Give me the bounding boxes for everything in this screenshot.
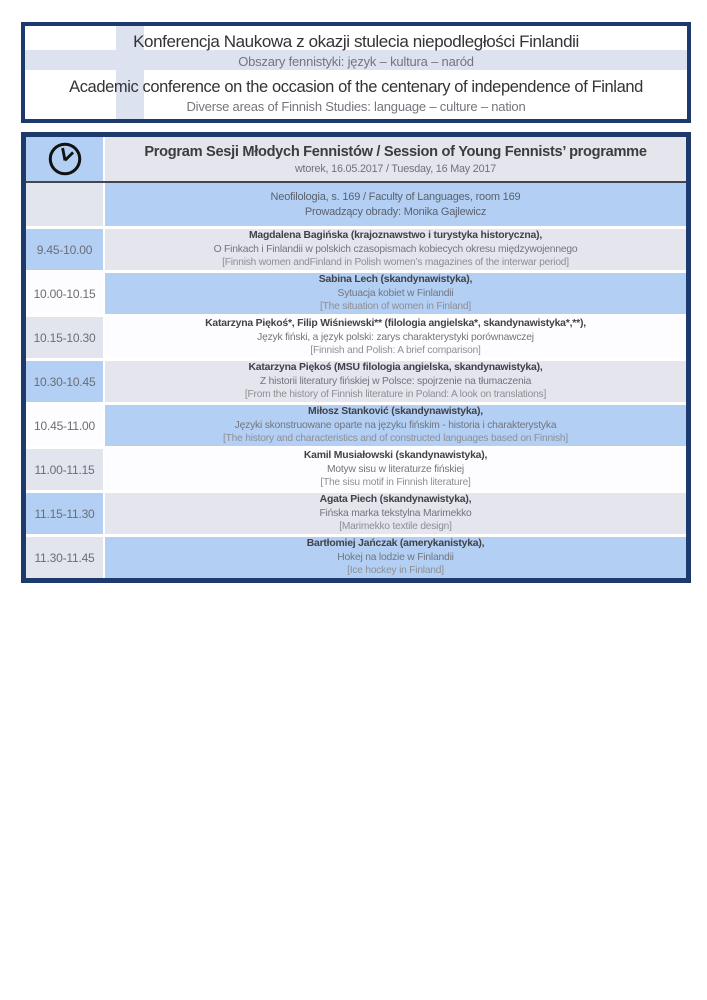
session-details: [105, 317, 686, 358]
session-details: [105, 405, 686, 446]
session-title-en: [Finnish and Polish: A brief comparison]: [310, 345, 481, 357]
clock-cell: [26, 137, 103, 181]
venue-location: Neofilologia, s. 169 / Faculty of Languages, room 169: [270, 191, 521, 203]
conference-header-box: [21, 22, 691, 123]
programme-title: Program Sesji Młodych Fennistów / Session of Young Fennists’ programme: [144, 143, 647, 160]
session-title-pl: Hokej na lodzie w Finlandii: [337, 551, 454, 563]
session-time: 10.45-11.00: [26, 405, 103, 446]
session-title-en: [The sisu motif in Finnish literature]: [320, 477, 471, 489]
session-speaker: Katarzyna Piękoś*, Filip Wiśniewski** (filologia angielska*, skandynawistyka*,**),: [205, 318, 586, 330]
session-time: 10.30-10.45: [26, 361, 103, 402]
table-row: [26, 361, 686, 402]
clock-icon: [46, 140, 84, 178]
session-time: 10.15-10.30: [26, 317, 103, 358]
table-row: [26, 317, 686, 358]
session-details: [105, 537, 686, 578]
session-title-en: [Marimekko textile design]: [339, 521, 452, 533]
session-title-en: [The situation of women in Finland]: [320, 301, 471, 313]
session-title-en: [Finnish women andFinland in Polish women’s magazines of the interwar period]: [222, 257, 569, 269]
session-title-pl: O Finkach i Finlandii w polskich czasopismach kobiecych okresu międzywojennego: [213, 243, 578, 255]
programme-title-cell: [105, 137, 686, 181]
session-time: 11.30-11.45: [26, 537, 103, 578]
session-details: [105, 449, 686, 490]
session-title-en: [Ice hockey in Finland]: [347, 565, 444, 577]
session-details: [105, 361, 686, 402]
session-title-pl: Z historii literatury fińskiej w Polsce: spojrzenie na tłumaczenia: [259, 375, 532, 387]
venue-time-cell-empty: [26, 183, 103, 226]
conference-title-en: Academic conference on the occasion of the centenary of independence of Finland: [69, 78, 643, 96]
session-speaker: Agata Piech (skandynawistyka),: [319, 494, 472, 506]
table-row: [26, 273, 686, 314]
session-speaker: Miłosz Stanković (skandynawistyka),: [308, 406, 483, 418]
session-title-pl: Motyw sisu w literaturze fińskiej: [326, 463, 465, 475]
session-speaker: Bartłomiej Jańczak (amerykanistyka),: [306, 538, 485, 550]
venue-row: [26, 183, 686, 226]
session-title-pl: Sytuacja kobiet w Finlandii: [337, 287, 454, 299]
programme-date: wtorek, 16.05.2017 / Tuesday, 16 May 2017: [294, 162, 497, 175]
session-details: [105, 229, 686, 270]
programme-table: [21, 132, 691, 583]
session-speaker: Magdalena Bagińska (krajoznawstwo i turystyka historyczna),: [248, 230, 543, 242]
venue-cell: [105, 183, 686, 226]
session-speaker: Sabina Lech (skandynawistyka),: [318, 274, 473, 286]
table-header-row: [26, 137, 686, 181]
session-title-en: [From the history of Finnish literature in Poland: A look on translations]: [244, 389, 547, 401]
table-row: [26, 537, 686, 578]
venue-chair: Prowadzący obrady: Monika Gajlewicz: [304, 205, 487, 218]
table-row: [26, 229, 686, 270]
session-title-en: [The history and characteristics and of constructed languages based on Finnish]: [223, 433, 568, 445]
session-time: 11.00-11.15: [26, 449, 103, 490]
session-title-pl: Język fiński, a język polski: zarys charakterystyki porównawczej: [257, 331, 534, 343]
session-title-pl: Języki skonstruowane oparte na języku fińskim - historia i charakterystyka: [234, 419, 557, 431]
session-time: 11.15-11.30: [26, 493, 103, 534]
session-title-pl: Fińska marka tekstylna Marimekko: [319, 507, 472, 519]
table-row: [26, 449, 686, 490]
session-details: [105, 273, 686, 314]
conference-title-pl: Konferencja Naukowa z okazji stulecia niepodległości Finlandii: [133, 32, 579, 51]
session-speaker: Kamil Musiałowski (skandynawistyka),: [303, 450, 488, 462]
conference-subtitle-pl: Obszary fennistyki: język – kultura – naród: [238, 54, 474, 69]
table-row: [26, 493, 686, 534]
session-time: 9.45-10.00: [26, 229, 103, 270]
conference-titles: [25, 26, 687, 119]
session-speaker: Katarzyna Piękoś (MSU filologia angielska, skandynawistyka),: [248, 362, 543, 374]
conference-subtitle-en: Diverse areas of Finnish Studies: language – culture – nation: [186, 99, 526, 114]
session-time: 10.00-10.15: [26, 273, 103, 314]
table-row: [26, 405, 686, 446]
session-details: [105, 493, 686, 534]
